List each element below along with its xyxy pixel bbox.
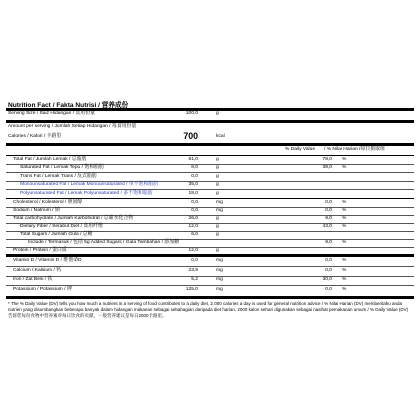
nutrient-daily-value: 38,0 [322,165,332,171]
nutrient-row [6,156,414,164]
nutrient-unit: mg [216,200,223,205]
nutrient-label: Protein / Protein / 蛋白质 [13,248,67,253]
calories-label: Calories / Kalori / 卡路里 [8,134,62,139]
nutrient-daily-value: 0,0 [325,208,332,213]
nutrient-unit: g [216,224,219,229]
nutrient-percent-sign: % [342,277,347,282]
nutrient-label: Calcium / Kalsium / 钙 [13,267,62,273]
nutrient-unit: mg [216,208,223,213]
nutrient-percent-sign: % [342,286,347,292]
nutrient-daily-value: 0,0 [325,258,332,263]
nutrient-amount: 6,0 [191,232,198,237]
nutrient-daily-value: 78,0 [322,157,332,162]
serving-size-row [6,110,414,118]
nutrient-daily-value: 0,0 [325,267,332,273]
nutrient-unit: mg [216,286,223,292]
nutrient-row [6,276,414,284]
nutrient-amount: 23,9 [188,267,198,273]
nutrient-amount: 5,2 [191,277,198,282]
nutrient-daily-value: 43,0 [322,224,332,229]
nutrient-daily-value: 30,0 [322,277,332,282]
nutrient-unit: g [216,165,219,171]
calories-unit: kcal [216,134,225,139]
nilai-harian-heading: / % Nilai Harian /每日摄取值 [324,147,385,152]
nutrient-amount: 12,0 [188,248,198,253]
nutrient-label: Total carbohydrate / Jumlah Karbohidrat / 总碳水化合物 [13,216,134,221]
nutrient-amount: 0,0 [191,173,198,179]
nutrient-row [6,286,414,294]
footnote: * The % Daily Value (DV) tells you how much a nutrient in a serving of food contributes to a daily diet, 2,000 calories a day is used for general nutrition advice / % Nilai Harian (DV) memberitahu anda nutrien yang disumbangkan beberapa banyak dalam hidangan makanan sebagai sebahagian daripada diet harian, 2000 kalori sehari digunakan sebagai nasihat pemakanan umum / % Daily Value (DV)告诉您每份食物中营养素对每日饮食的贡献，一般营养建议是每日2000卡路里。 [8,301,409,318]
amount-per-serving-row [6,123,414,131]
serving-size-amount: 100,0 [185,111,198,116]
nutrient-daily-value: 0,0 [325,286,332,292]
daily-value-header [6,146,414,154]
nutrient-unit: mg [216,277,223,282]
calories-row [6,131,414,142]
nutrient-percent-sign: % [342,216,347,221]
nutrient-percent-sign: % [342,208,347,213]
nutrient-label: Cholesterol / Kolesterol / 胆固醇 [13,200,83,205]
nutrient-row [6,190,414,198]
nutrient-label: Monounsaturated Fat / Lemak Monounsaturated / 单不饱和脂肪 [20,182,159,188]
nutrient-unit: g [216,190,219,196]
nutrient-amount: 12,0 [188,224,198,229]
nutrient-unit: g [216,248,219,253]
serving-size-label: Serving Size / Saiz Hidangan / 食用份量 [8,111,95,116]
nutrient-amount: 125,0 [185,286,198,292]
nutrient-percent-sign: % [342,258,347,263]
serving-size-unit: g [216,111,219,116]
nutrient-row [6,257,414,265]
nutrient-row [6,181,414,189]
nutrient-unit: mg [216,258,223,263]
nutrient-label: Include / Termasuk / 包括 5g Added Sugars / Gula Tambahan / 添加糖 [28,240,179,245]
nutrition-label [6,96,414,321]
nutrient-amount: 0,0 [191,208,198,213]
nutrient-unit: g [216,232,219,237]
nutrient-row [6,173,414,181]
amount-per-serving-label: Amount per serving / Jumlah Setiap Hidangan / 每食用份量 [8,124,137,129]
nutrient-percent-sign: % [342,200,347,205]
nutrient-label: Saturated Fat / Lemak Tepu / 饱和脂肪 [20,165,104,171]
nutrient-daily-value: 9,0 [325,216,332,221]
calories-value: 700 [183,131,198,141]
nutrient-amount: 26,0 [188,216,198,221]
nutrient-label: Dietary Fiber / Serabut Diet / 食用纤维 [20,224,103,229]
nutrient-daily-value: 9,0 [325,240,332,245]
nutrient-percent-sign: % [342,165,347,171]
nutrient-label: Iron / Zat Besi / 铁 [13,277,53,282]
divider [6,296,414,299]
nutrient-percent-sign: % [342,224,347,229]
nutrient-amount: 0,0 [191,200,198,205]
nutrient-amount: 0,0 [191,258,198,263]
nutrient-unit: g [216,157,219,162]
nutrient-unit: mg [216,267,223,273]
nutrient-amount: 18,0 [188,190,198,196]
nutrient-label: Potassium / Potassium / 钾 [13,286,72,292]
nutrient-label: Trans Fat / Lemak Trans / 反式脂肪 [20,173,97,179]
nutrient-percent-sign: % [342,157,347,162]
nutrient-daily-value: 0,0 [325,200,332,205]
nutrient-amount: 61,0 [188,157,198,162]
nutrient-row [6,164,414,172]
nutrient-label: Sodium / Natrium / 钠 [13,208,60,213]
nutrient-label: Polyunsaturated Fat / Lemak Polyunsaturated / 多不饱和脂肪 [20,190,153,196]
nutrient-unit: g [216,216,219,221]
nutrient-amount: 8,0 [191,165,198,171]
nutrient-percent-sign: % [342,240,347,245]
nutrient-unit: g [216,182,219,188]
nutrient-row [6,267,414,275]
nutrient-label: Total Sugars / Jumlah Gula / 总糖 [20,232,93,237]
label-title: Nutrition Fact / Fakta Nutrisi / 营养成份 [8,102,129,109]
nutrient-percent-sign: % [342,267,347,273]
nutrient-label: Total Fat / Jumlah Lemak / 总脂肪 [13,157,87,162]
daily-value-heading: % Daily Value [285,147,316,152]
nutrient-label: Vitamin D / Vitamin D / 维他命D [13,258,82,263]
nutrient-unit: g [216,173,219,179]
nutrient-amount: 35,0 [188,182,198,188]
